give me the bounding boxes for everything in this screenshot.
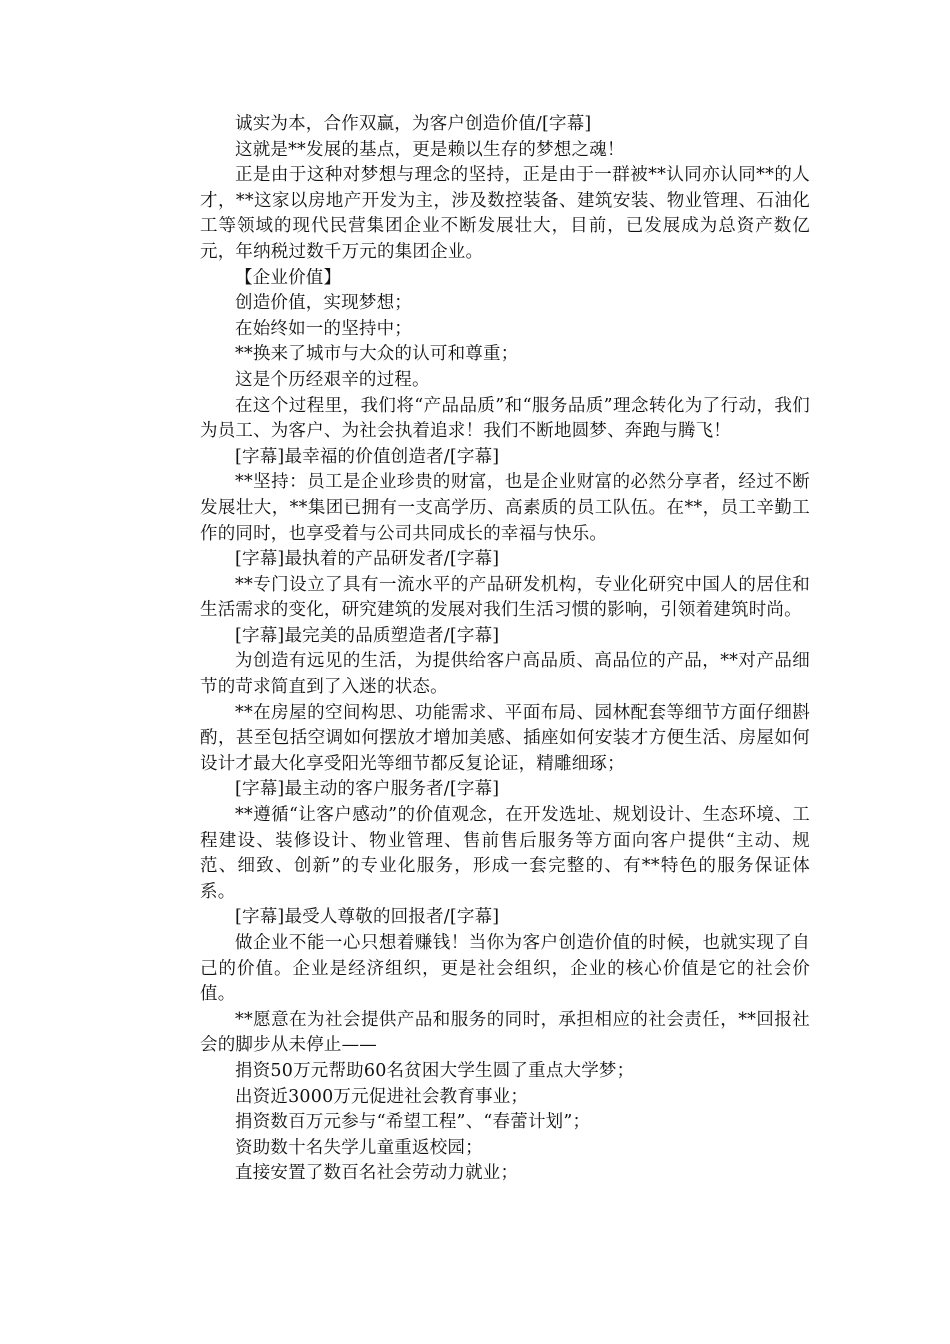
paragraph: 诚实为本，合作双赢，为客户创造价值/[字幕] (235, 114, 592, 134)
list-item: 捐资数百万元参与“希望工程”、“春蕾计划”； (235, 1112, 591, 1133)
paragraph: 创造价值，实现梦想； (235, 293, 412, 314)
list-item: 直接安置了数百名社会劳动力就业； (235, 1163, 519, 1184)
paragraph: 这就是**发展的基点，更是赖以生存的梦想之魂！ (235, 139, 625, 160)
paragraph: **在房屋的空间构思、功能需求、平面布局、园林配套等细节方面仔细斟酌，甚至包括空调如何摆放才增加美感、插座如何安装才方便生活、房屋如何设计才最大化享受阳光等细节都反复论证，精雕细琢； (200, 702, 810, 774)
paragraph: **遵循“让客户感动”的价值观念，在开发选址、规划设计、生态环境、工程建设、装修设计、物业管理、售前售后服务等方面向客户提供“主动、规范、细致、创新”的专业化服务，形成一套完整的、有**特色的服务保证体系。 (200, 805, 810, 902)
paragraph: 在这个过程里，我们将“产品品质”和“服务品质”理念转化为了行动，我们为员工、为客户、为社会执着追求！我们不断地圆梦、奔跑与腾飞！ (200, 395, 810, 442)
paragraph: **愿意在为社会提供产品和服务的同时，承担相应的社会责任，**回报社会的脚步从未停止—— (200, 1009, 810, 1056)
paragraph: **换来了城市与大众的认可和尊重； (235, 344, 519, 365)
paragraph: 正是由于这种对梦想与理念的坚持，正是由于一群被**认同亦认同**的人才，**这家以房地产开发为主，涉及数控装备、建筑安装、物业管理、石油化工等领域的现代民营集团企业不断发展壮大，目前，已发展成为总资产数亿元，年纳税过数千万元的集团企业。 (200, 165, 810, 262)
subtitle-heading: [字幕]最幸福的价值创造者/[字幕] (235, 446, 500, 467)
paragraph: **坚持：员工是企业珍贵的财富，也是企业财富的必然分享者，经过不断发展壮大，**集团已拥有一支高学历、高素质的员工队伍。在**，员工辛勤工作的同时，也享受着与公司共同成长的幸福与快乐。 (200, 472, 810, 544)
paragraph: 做企业不能一心只想着赚钱！当你为客户创造价值的时候，也就实现了自己的价值。企业是经济组织，更是社会组织，企业的核心价值是它的社会价值。 (200, 933, 810, 1005)
document-body (200, 112, 810, 1187)
paragraph: 在始终如一的坚持中； (235, 318, 412, 339)
subtitle-heading: [字幕]最主动的客户服务者/[字幕] (235, 779, 500, 800)
paragraph: 这是个历经艰辛的过程。 (235, 369, 430, 390)
paragraph: 为创造有远见的生活，为提供给客户高品质、高品位的产品，**对产品细节的苛求简直到了入迷的状态。 (200, 651, 810, 698)
list-item: 出资近3000万元促进社会教育事业； (235, 1086, 529, 1107)
list-item: 捐资50万元帮助60名贫困大学生圆了重点大学梦； (235, 1060, 635, 1081)
section-heading: 【企业价值】 (235, 267, 342, 288)
subtitle-heading: [字幕]最受人尊敬的回报者/[字幕] (235, 907, 500, 928)
subtitle-heading: [字幕]最执着的产品研发者/[字幕] (235, 549, 500, 570)
paragraph: **专门设立了具有一流水平的产品研发机构，专业化研究中国人的居住和生活需求的变化，研究建筑的发展对我们生活习惯的影响，引领着建筑时尚。 (200, 574, 810, 621)
list-item: 资助数十名失学儿童重返校园； (235, 1137, 483, 1158)
subtitle-heading: [字幕]最完美的品质塑造者/[字幕] (235, 625, 500, 646)
